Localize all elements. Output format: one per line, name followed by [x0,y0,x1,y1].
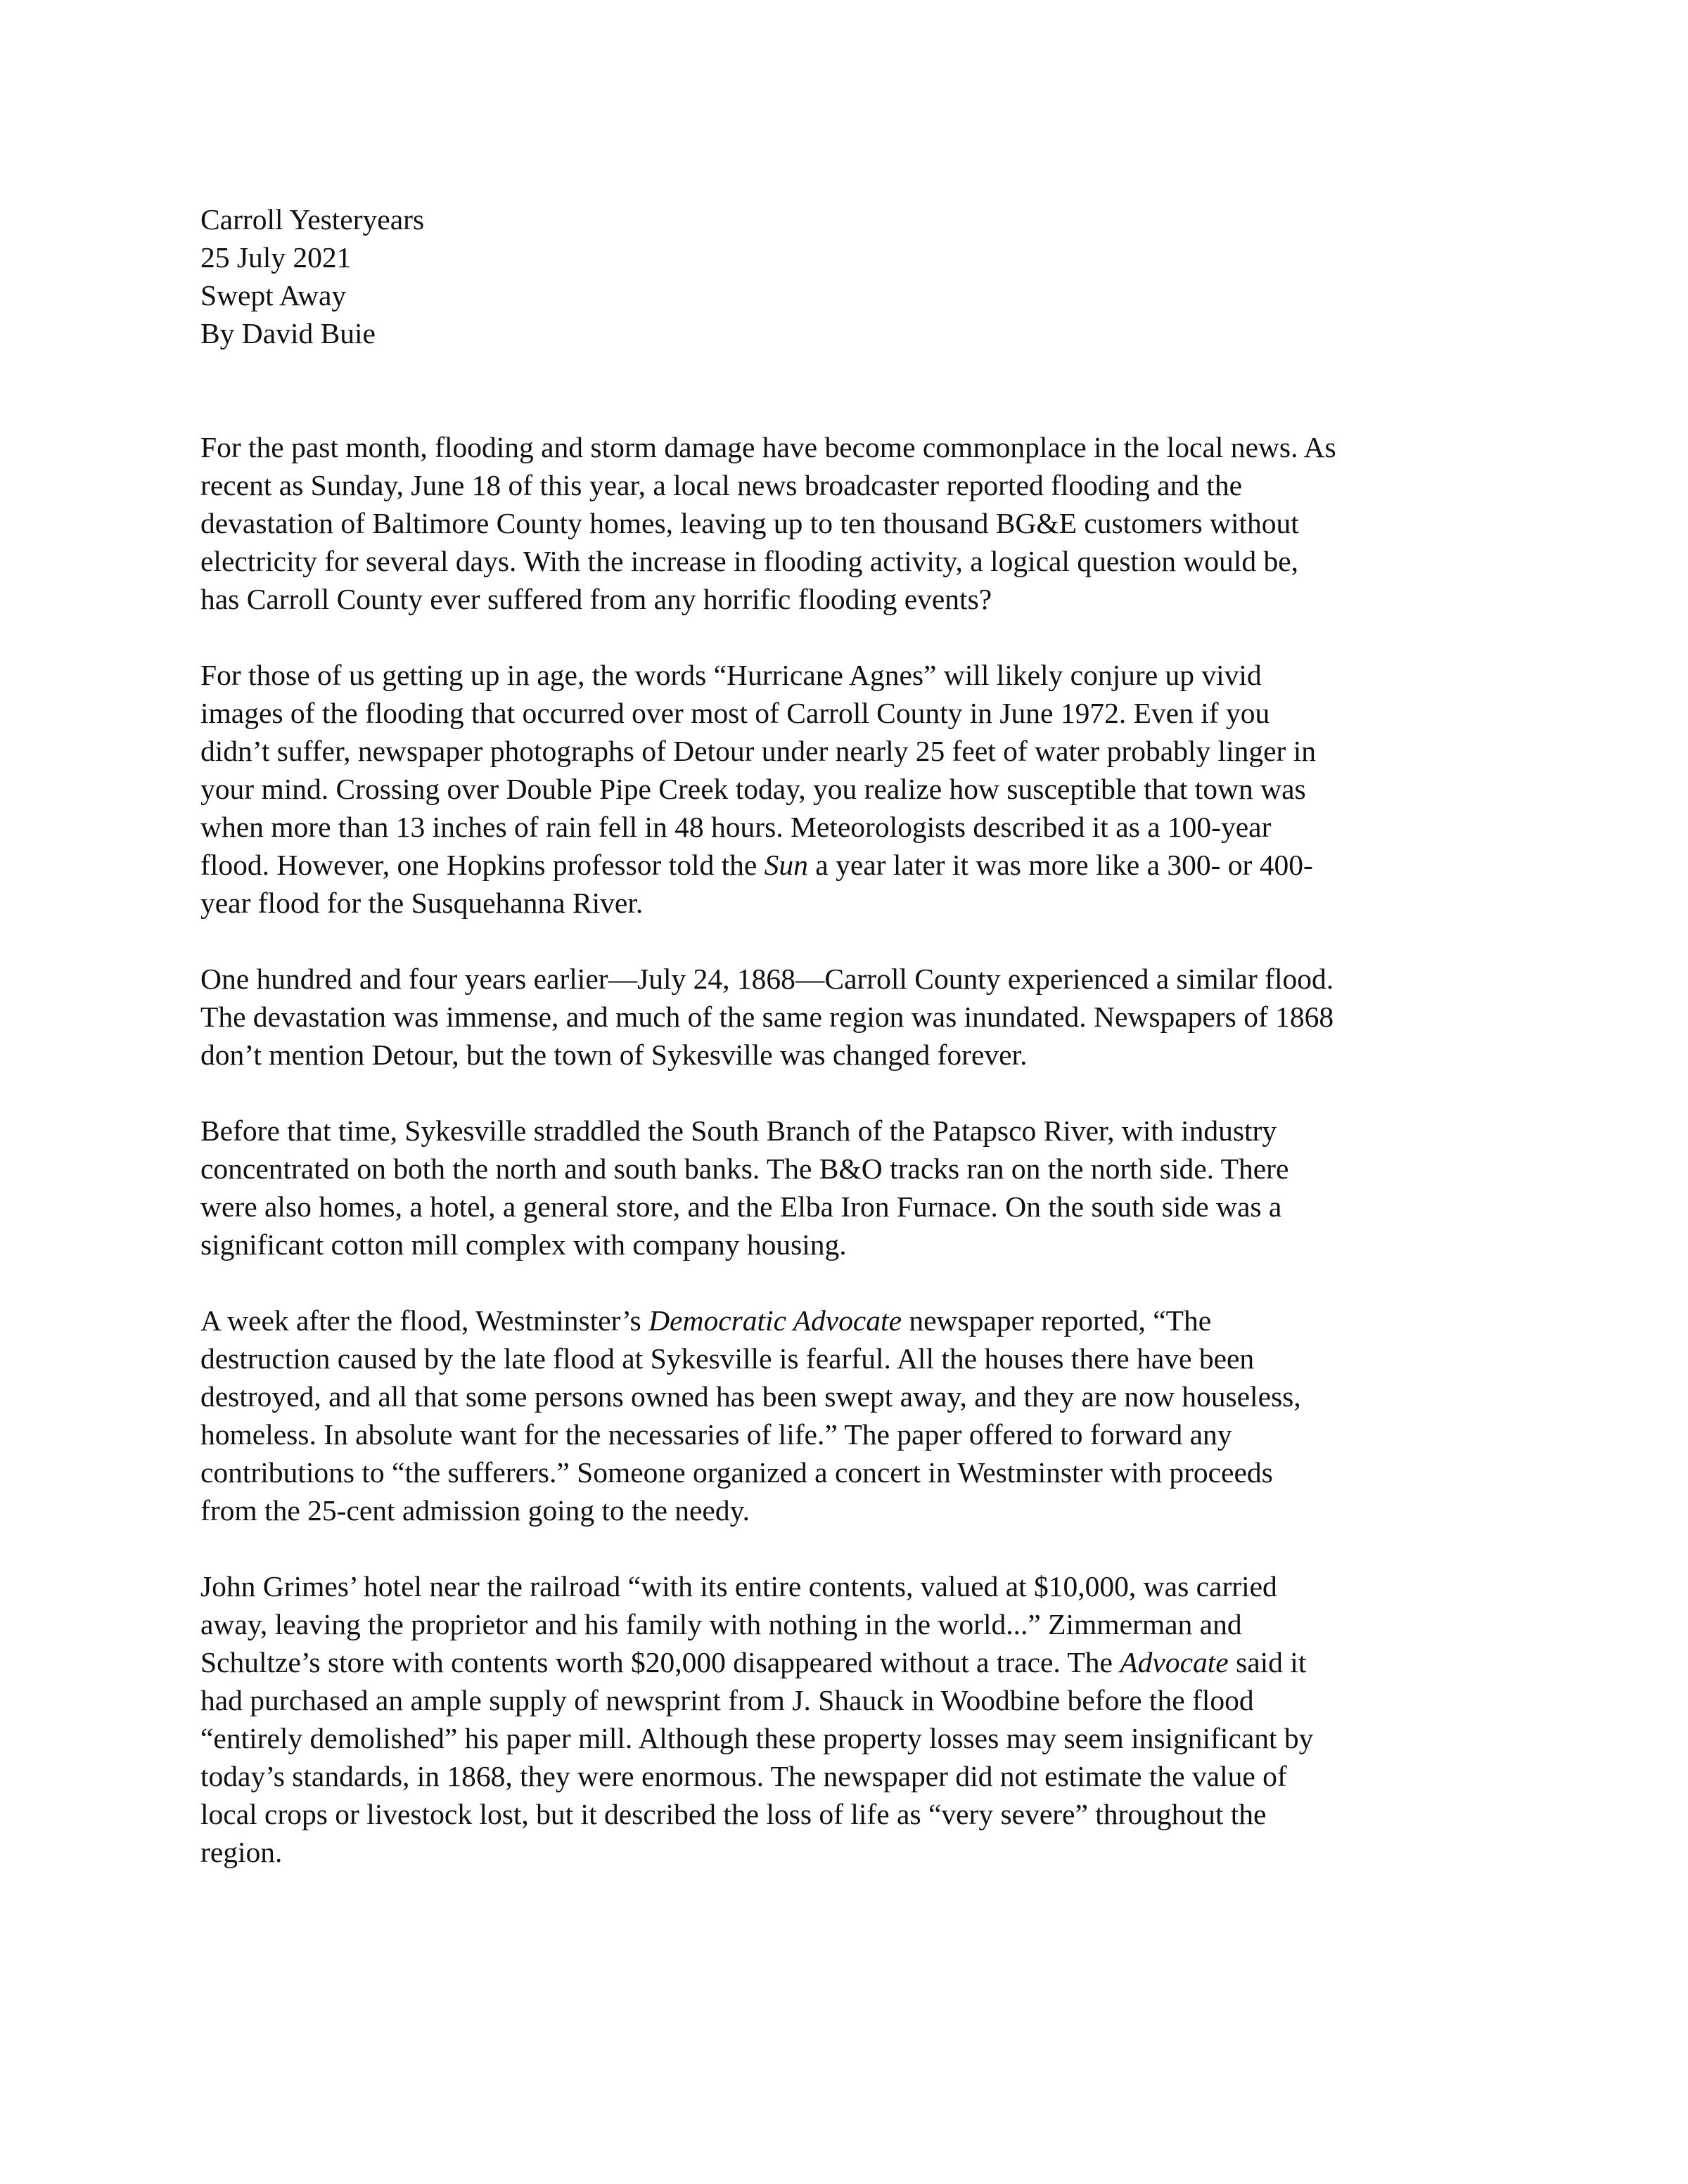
text-segment: newspaper reported, “The [902,1304,1212,1337]
text-line [200,1757,1509,1795]
text-line [200,1491,1509,1529]
text-segment: your mind. Crossing over Double Pipe Creek today, you realize how susceptible that town was [200,773,1306,805]
text-line [200,998,1509,1036]
text-line [200,1719,1509,1757]
text-line [200,732,1509,770]
paragraph [200,656,1509,922]
text-line [200,1112,1509,1150]
text-line [200,1377,1509,1415]
text-segment: The devastation was immense, and much of the same region was inundated. Newspapers of 1868 [200,1001,1334,1033]
text-segment: were also homes, a hotel, a general store, and the Elba Iron Furnace. On the south side was a [200,1190,1282,1223]
text-segment: concentrated on both the north and south banks. The B&O tracks ran on the north side. There [200,1152,1289,1185]
text-segment: today’s standards, in 1868, they were enormous. The newspaper did not estimate the value of [200,1760,1287,1792]
text-segment: a year later it was more like a 300- or 400- [807,849,1313,881]
text-line [200,808,1509,846]
paragraph [200,1567,1509,1871]
text-line [200,1340,1509,1377]
article-header [200,200,1509,352]
text-segment: region. [200,1836,283,1868]
text-line [200,1150,1509,1188]
article-date: 25 July 2021 [200,241,352,274]
text-line [200,694,1509,732]
text-segment: A week after the flood, Westminster’s [200,1304,649,1337]
text-line [200,1681,1509,1719]
publication-title: Advocate [1120,1646,1229,1678]
article-body [200,200,1509,1909]
text-line [200,960,1509,998]
text-segment: flood. However, one Hopkins professor told the [200,849,765,881]
text-line [200,1036,1509,1074]
text-segment: year flood for the Susquehanna River. [200,887,644,919]
text-line [200,1226,1509,1264]
text-segment: destruction caused by the late flood at Sykesville is fearful. All the houses there have been [200,1342,1255,1375]
text-segment: Schultze’s store with contents worth $20,000 disappeared without a trace. The [200,1646,1120,1678]
text-segment: had purchased an ample supply of newsprint from J. Shauck in Woodbine before the flood [200,1684,1254,1716]
text-line [200,428,1509,466]
article-paragraphs [200,428,1509,1871]
text-segment: For those of us getting up in age, the words “Hurricane Agnes” will likely conjure up vivid [200,659,1262,691]
paragraph [200,1302,1509,1529]
text-segment: away, leaving the proprietor and his family with nothing in the world...” Zimmerman and [200,1608,1242,1640]
text-segment: One hundred and four years earlier—July 24, 1868—Carroll County experienced a similar flood. [200,963,1334,995]
text-segment: homeless. In absolute want for the necessaries of life.” The paper offered to forward any [200,1418,1232,1451]
text-line [200,1643,1509,1681]
text-line [200,1302,1509,1340]
text-segment: electricity for several days. With the increase in flooding activity, a logical question would be, [200,545,1299,577]
text-segment: has Carroll County ever suffered from any horrific flooding events? [200,583,992,615]
text-segment: recent as Sunday, June 18 of this year, a local news broadcaster reported flooding and the [200,469,1243,501]
publication-title: Democratic Advocate [648,1304,902,1337]
text-line [200,1833,1509,1871]
text-line [200,504,1509,542]
paragraph [200,960,1509,1074]
text-line [200,1567,1509,1605]
column-name: Carroll Yesteryears [200,203,425,236]
text-segment: devastation of Baltimore County homes, leaving up to ten thousand BG&E customers without [200,507,1299,539]
text-line [200,884,1509,922]
text-segment: didn’t suffer, newspaper photographs of Detour under nearly 25 feet of water probably linger in [200,735,1316,767]
article-byline: By David Buie [200,317,376,349]
text-segment: destroyed, and all that some persons owned has been swept away, and they are now houseless, [200,1380,1301,1413]
text-line [200,846,1509,884]
text-segment: Before that time, Sykesville straddled the South Branch of the Patapsco River, with industry [200,1115,1277,1147]
text-segment: significant cotton mill complex with company housing. [200,1228,847,1261]
paragraph [200,1112,1509,1264]
text-segment: images of the flooding that occurred over most of Carroll County in June 1972. Even if you [200,697,1270,729]
text-segment: “entirely demolished” his paper mill. Although these property losses may seem insignificant by [200,1722,1314,1754]
text-line [200,580,1509,618]
publication-title: Sun [764,849,808,881]
text-line [200,1795,1509,1833]
text-segment: local crops or livestock lost, but it described the loss of life as “very severe” throughout the [200,1798,1267,1830]
text-segment: said it [1228,1646,1307,1678]
text-line [200,770,1509,808]
text-line [200,1605,1509,1643]
text-line [200,1415,1509,1453]
text-line [200,1188,1509,1226]
text-line [200,1453,1509,1491]
text-line [200,542,1509,580]
text-segment: For the past month, flooding and storm damage have become commonplace in the local news. As [200,431,1336,463]
text-segment: John Grimes’ hotel near the railroad “with its entire contents, valued at $10,000, was carried [200,1570,1277,1602]
text-segment: when more than 13 inches of rain fell in 48 hours. Meteorologists described it as a 100-year [200,811,1272,843]
text-segment: contributions to “the sufferers.” Someone organized a concert in Westminster with proceeds [200,1456,1273,1489]
text-segment: from the 25-cent admission going to the needy. [200,1494,750,1527]
text-segment: don’t mention Detour, but the town of Sykesville was changed forever. [200,1039,1028,1071]
article-title: Swept Away [200,279,347,311]
paragraph [200,428,1509,618]
text-line [200,656,1509,694]
text-line [200,466,1509,504]
